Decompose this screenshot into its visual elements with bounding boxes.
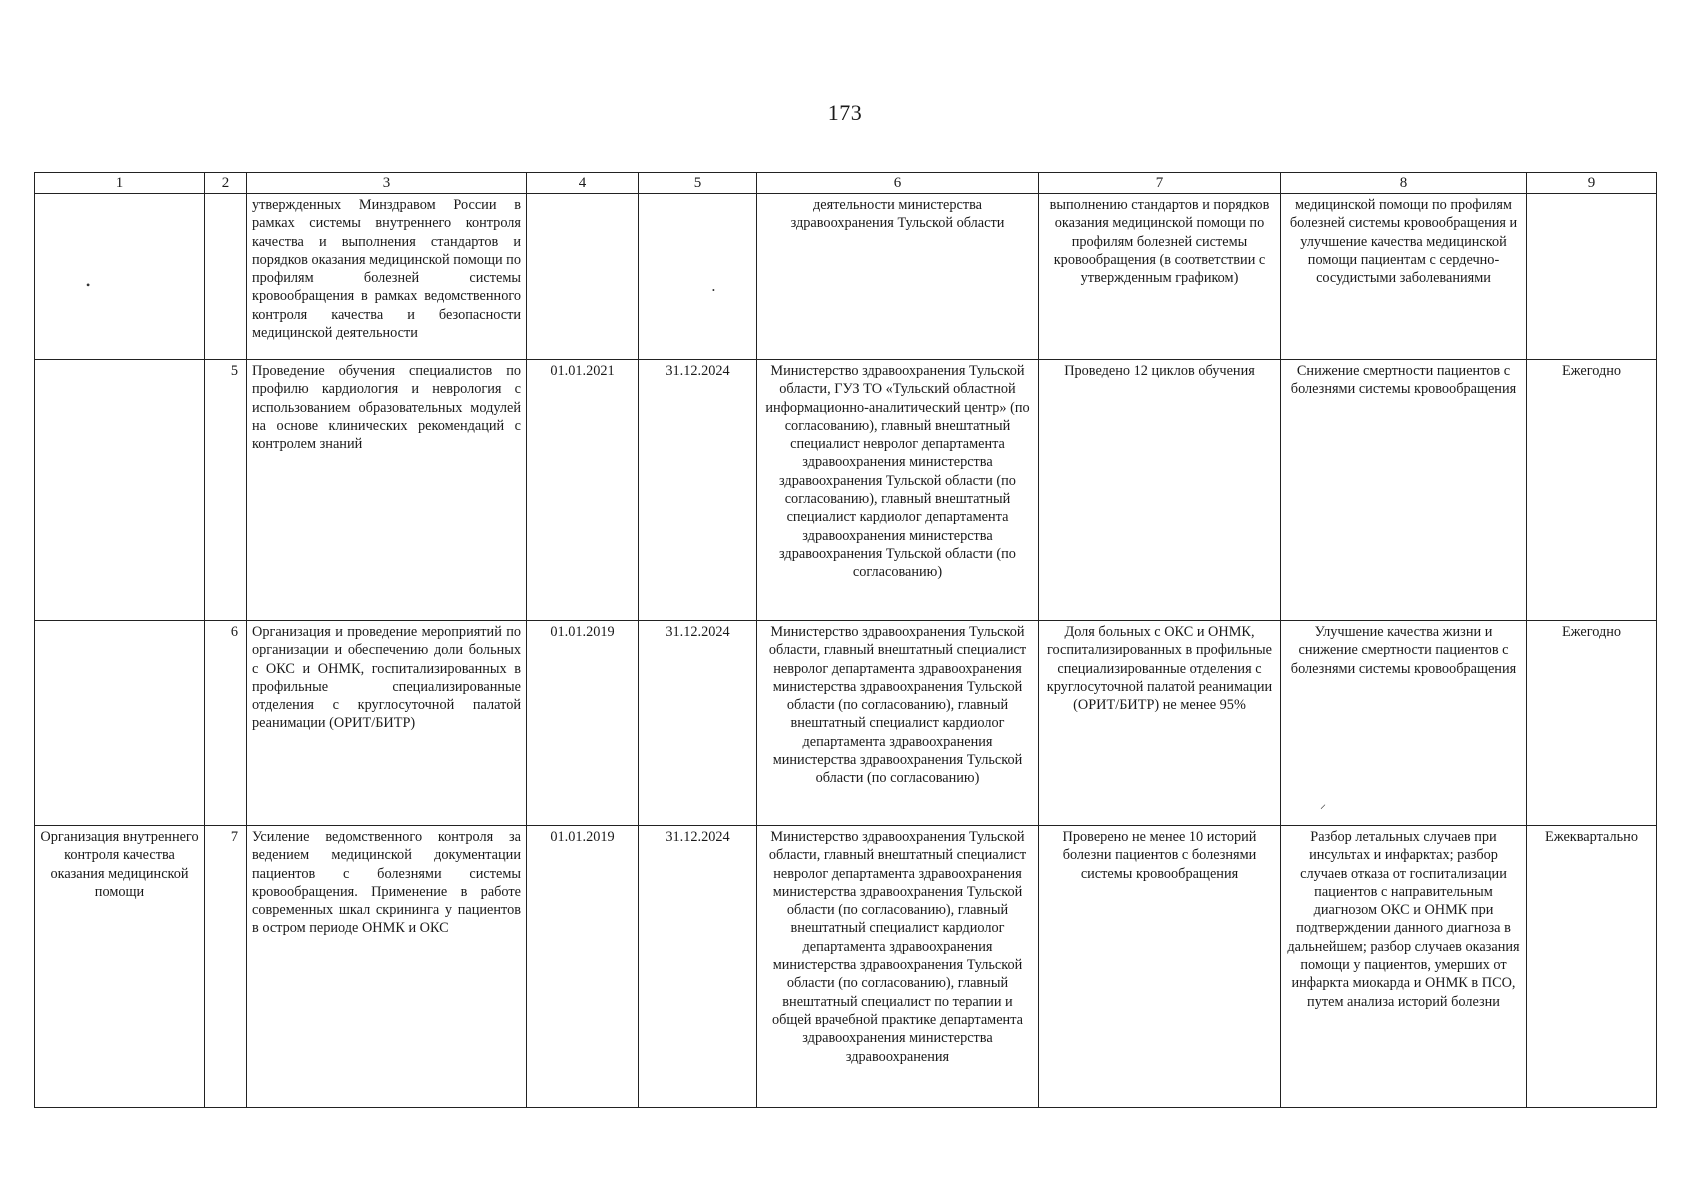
table-row [35, 360, 1657, 621]
cell-effect: Улучшение качества жизни и снижение смертности пациентов с болезнями системы кровообращения [1281, 621, 1527, 826]
cell-end-date [639, 194, 757, 360]
header-col-5: 5 [639, 173, 757, 194]
cell-responsible: деятельности министерства здравоохранения Тульской области [757, 194, 1039, 360]
cell-group [35, 360, 205, 621]
cell-group: Организация внутреннего контроля качества оказания медицинской помощи [35, 826, 205, 1108]
cell-start-date [527, 194, 639, 360]
header-col-2: 2 [205, 173, 247, 194]
table-row [35, 621, 1657, 826]
cell-responsible: Министерство здравоохранения Тульской области, главный внештатный специалист невролог департамента здравоохранения министерства здравоохранения Тульской области (по согласованию), главный внештатный специалист кардиолог департамента здравоохранения министерства здравоохранения Тульской области (по согласованию) [757, 621, 1039, 826]
header-col-8: 8 [1281, 173, 1527, 194]
cell-end-date: 31.12.2024 [639, 621, 757, 826]
scan-speck: ⸝ [1320, 797, 1327, 811]
cell-measure: Проведение обучения специалистов по профилю кардиология и неврология с использованием образовательных модулей на основе клинических рекомендаций с контролем знаний [247, 360, 527, 621]
cell-period: Ежеквартально [1527, 826, 1657, 1108]
cell-measure: Организация и проведение мероприятий по организации и обеспечению доли больных с ОКС и ОНМК, госпитализированных в профильные специализированные отделения с круглосуточной палатой реанимации (ОРИТ/БИТР) [247, 621, 527, 826]
cell-effect: Разбор летальных случаев при инсультах и инфарктах; разбор случаев отказа от госпитализации пациентов с направительным диагнозом ОКС и ОНМК при подтверждении данного диагноза в дальнейшем; разбор случаев оказания помощи у пациентов, умерших от инфаркта миокарда и ОНМК в ПСО, путем анализа историй болезни [1281, 826, 1527, 1108]
header-row [35, 173, 1657, 194]
scan-speck: • [712, 286, 715, 295]
cell-result: выполнению стандартов и порядков оказания медицинской помощи по профилям болезней системы кровообращения (в соответствии с утвержденным графиком) [1039, 194, 1281, 360]
header-col-1: 1 [35, 173, 205, 194]
cell-number: 5 [205, 360, 247, 621]
cell-start-date: 01.01.2019 [527, 826, 639, 1108]
cell-measure: утвержденных Минздравом России в рамках системы внутреннего контроля качества и выполнения стандартов и порядков оказания медицинской помощи по профилям болезней системы кровообращения в рамках ведомственного контроля качества и безопасности медицинской деятельности [247, 194, 527, 360]
cell-measure: Усиление ведомственного контроля за ведением медицинской документации пациентов с болезнями системы кровообращения. Применение в работе современных шкал скрининга у пациентов в остром периоде ОНМК и ОКС [247, 826, 527, 1108]
header-col-4: 4 [527, 173, 639, 194]
cell-effect: медицинской помощи по профилям болезней системы кровообращения и улучшение качества медицинской помощи пациентам с сердечно-сосудистыми заболеваниями [1281, 194, 1527, 360]
cell-period [1527, 194, 1657, 360]
header-col-7: 7 [1039, 173, 1281, 194]
cell-period: Ежегодно [1527, 360, 1657, 621]
cell-result: Проведено 12 циклов обучения [1039, 360, 1281, 621]
cell-effect: Снижение смертности пациентов с болезнями системы кровообращения [1281, 360, 1527, 621]
scan-speck: • [86, 278, 91, 292]
cell-number [205, 194, 247, 360]
table-row [35, 826, 1657, 1108]
cell-start-date: 01.01.2019 [527, 621, 639, 826]
cell-end-date: 31.12.2024 [639, 360, 757, 621]
measures-table [34, 172, 1657, 1108]
header-col-3: 3 [247, 173, 527, 194]
cell-responsible: Министерство здравоохранения Тульской области, ГУЗ ТО «Тульский областной информационно-аналитический центр» (по согласованию), главный внештатный специалист невролог департамента здравоохранения министерства здравоохранения Тульской области (по согласованию), главный внештатный специалист кардиолог департамента здравоохранения министерства здравоохранения Тульской области (по согласованию) [757, 360, 1039, 621]
cell-number: 7 [205, 826, 247, 1108]
cell-end-date: 31.12.2024 [639, 826, 757, 1108]
cell-period: Ежегодно [1527, 621, 1657, 826]
table-row [35, 194, 1657, 360]
page-number: 173 [827, 100, 863, 125]
cell-group [35, 621, 205, 826]
header-col-6: 6 [757, 173, 1039, 194]
cell-result: Доля больных с ОКС и ОНМК, госпитализированных в профильные специализированные отделения с круглосуточной палатой реанимации (ОРИТ/БИТР) не менее 95% [1039, 621, 1281, 826]
header-col-9: 9 [1527, 173, 1657, 194]
cell-number: 6 [205, 621, 247, 826]
cell-group [35, 194, 205, 360]
cell-start-date: 01.01.2021 [527, 360, 639, 621]
cell-result: Проверено не менее 10 историй болезни пациентов с болезнями системы кровообращения [1039, 826, 1281, 1108]
cell-responsible: Министерство здравоохранения Тульской области, главный внештатный специалист невролог департамента здравоохранения министерства здравоохранения Тульской области (по согласованию), главный внештатный специалист кардиолог департамента здравоохранения министерства здравоохранения Тульской области (по согласованию), главный внештатный специалист по терапии и общей врачебной практике департамента здравоохранения министерства здравоохранения [757, 826, 1039, 1108]
